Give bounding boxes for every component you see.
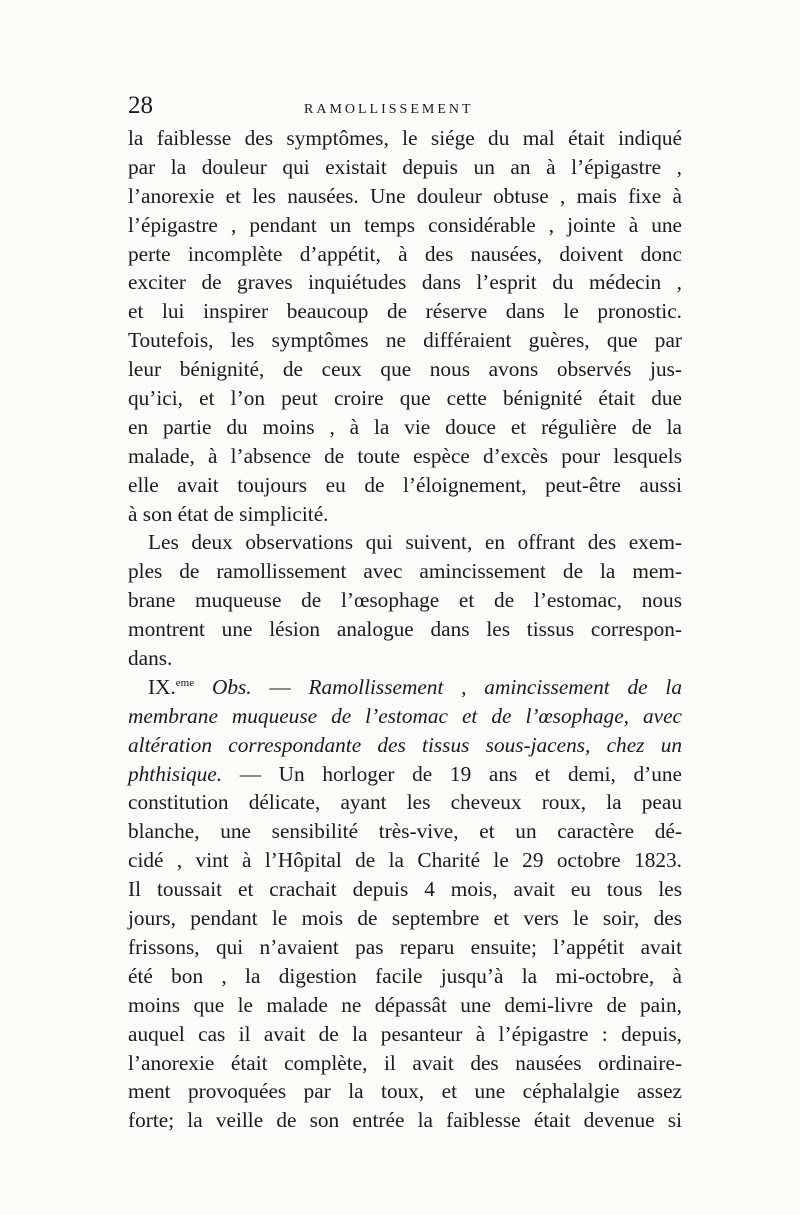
text-line: ment provoquées par la toux, et une céphalalgie assez (128, 1079, 682, 1104)
text-line: altération correspondante des tissus sous-jacens, chez un (128, 732, 682, 757)
body-text (128, 124, 682, 1135)
text-line: membrane muqueuse de l’estomac et de l’œsophage, avec (128, 703, 682, 728)
text-line: exciter de graves inquiétudes dans l’esprit du médecin , (128, 270, 682, 295)
obs-sup: eme (175, 676, 195, 689)
obs-obs_label: Obs. (211, 674, 252, 699)
text-line: frissons, qui n’avaient pas reparu ensuite; l’appétit avait (128, 934, 682, 959)
text-line: moins que le malade ne dépassât une demi-livre de pain, (128, 992, 682, 1017)
text-line: auquel cas il avait de la pesanteur à l’épigastre : depuis, (128, 1021, 682, 1046)
text-line: en partie du moins , à la vie douce et régulière de la (128, 414, 682, 439)
text-line (128, 673, 682, 702)
text-line: par la douleur qui existait depuis un an à l’épigastre , (128, 154, 682, 179)
running-title: RAMOLLISSEMENT (304, 102, 474, 117)
text-line: l’anorexie était complète, il avait des nausées ordinaire- (128, 1050, 682, 1075)
text-line: dans. (128, 646, 173, 671)
obs-num: IX. (148, 674, 176, 699)
text-line: été bon , la digestion facile jusqu’à la mi-octobre, à (128, 963, 682, 988)
text-line: la faiblesse des symptômes, le siége du mal était indiqué (128, 126, 682, 150)
text-line: l’épigastre , pendant un temps considérable , jointe à une (128, 212, 682, 237)
text-line: leur bénignité, de ceux que nous avons observés jus- (128, 357, 682, 382)
roman-segment: — Un horloger de 19 ans et demi, d’une (222, 761, 682, 786)
text-line: Les deux observations qui suivent, en offrant des exem- (148, 530, 682, 555)
text-line: Il toussait et crachait depuis 4 mois, avait eu tous les (128, 877, 682, 902)
text-line: l’anorexie et les nausées. Une douleur obtuse , mais fixe à (128, 183, 682, 208)
text-line: malade, à l’absence de toute espèce d’excès pour lesquels (128, 443, 682, 468)
text-line: Toutefois, les symptômes ne différaient guères, que par (128, 328, 682, 353)
obs-dash: — (251, 674, 309, 699)
text-line: cidé , vint à l’Hôpital de la Charité le 29 octobre 1823. (128, 848, 682, 873)
page-number: 28 (128, 92, 153, 119)
text-line (128, 760, 682, 789)
text-line: à son état de simplicité. (128, 501, 329, 526)
text-line: jours, pendant le mois de septembre et vers le soir, des (128, 906, 682, 931)
text-line: forte; la veille de son entrée la faiblesse était devenue si (128, 1108, 682, 1133)
text-line: blanche, une sensibilité très-vive, et un caractère dé- (128, 819, 682, 844)
obs-title: Ramollissement , amincissement de la (308, 674, 682, 699)
text-line: brane muqueuse de l’œsophage et de l’estomac, nous (128, 588, 682, 613)
text-line: ples de ramollissement avec amincissement de la mem- (128, 559, 682, 584)
text-line: qu’ici, et l’on peut croire que cette bénignité était due (128, 386, 682, 411)
text-line: montrent une lésion analogue dans les tissus correspon- (128, 617, 682, 642)
text-line: elle avait toujours eu de l’éloignement, peut-être aussi (128, 472, 682, 497)
text-line: et lui inspirer beaucoup de réserve dans le pronostic. (128, 299, 682, 324)
text-line: perte incomplète d’appétit, à des nausées, doivent donc (128, 241, 682, 266)
text-line: constitution délicate, ayant les cheveux roux, la peau (128, 790, 682, 815)
italic-segment: phthisique. (128, 761, 223, 786)
